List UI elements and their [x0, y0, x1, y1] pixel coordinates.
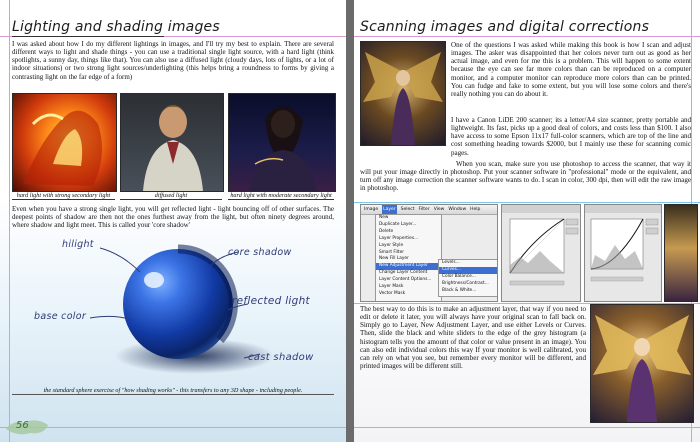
menu-item-highlighted[interactable]: New Adjustment Layer: [376, 263, 441, 270]
highlight-arrow: [100, 248, 140, 272]
menu-select[interactable]: Select: [400, 207, 415, 212]
margin-guide: [354, 427, 700, 428]
scanning-paragraph-1: One of the questions I was asked while making this book is how I scan and adjust images. The asker was disappointed that her colors never turn out as good as her actual image, and even for me this is a problem. This will happen to some extent because the eye can see far more colors than can be reproduced on a computer monitor, and a computer monitor can reproduce more colors than can be printed. You can fudge and fake to some extent, but you will lose some colors and there's really nothing you can do about it.: [451, 41, 691, 98]
menu-item[interactable]: Change Layer Content: [379, 270, 428, 276]
page-title: Lighting and shading images: [12, 19, 220, 35]
sphere-caption: the standard sphere exercise of "how shading works" - this transfers to any 3D shape - including people.: [12, 387, 334, 395]
menu-item[interactable]: Vector Mask: [379, 290, 406, 296]
curves-dialog-screenshot: [501, 204, 581, 302]
menu-item[interactable]: Delete: [379, 228, 394, 234]
submenu-item[interactable]: Color Balance...: [442, 273, 476, 279]
levels-histogram: [585, 205, 661, 301]
menu-help[interactable]: Help: [470, 207, 481, 212]
photoshop-menu-screenshot: [360, 204, 498, 302]
fire-figure-illustration: [13, 94, 116, 191]
menu-item[interactable]: Layer Content Options...: [379, 277, 432, 283]
image-caption: diffused light: [120, 192, 222, 200]
margin-guide: [9, 0, 10, 442]
levels-dialog-screenshot: [584, 204, 662, 302]
curves-graph: [502, 205, 580, 301]
submenu-item-highlighted[interactable]: Curves...: [439, 267, 498, 274]
menu-image[interactable]: Image: [364, 207, 379, 212]
corrected-character-scan: [590, 304, 694, 423]
menu-item[interactable]: New: [379, 215, 389, 220]
suited-man-illustration: [121, 94, 223, 191]
winged-character-illustration: [361, 42, 445, 145]
scanning-paragraph-3: When you scan, make sure you use photoshop to access the scanner, that way it will put your image directly in photoshop. Put your scanner software in "professional" mode or the equivalent, and turn off any image correction the scanner software wants to do. I scan in color, 300 dpi, then will edit the raw image in photoshop.: [360, 160, 691, 193]
menu-item[interactable]: Layer Properties...: [379, 235, 419, 241]
moderate-light-image: [228, 93, 336, 192]
menu-item[interactable]: Duplicate Layer...: [379, 221, 417, 227]
scanning-paragraph-2: I have a Canon LiDE 200 scanner; its a letter/A4 size scanner, pretty portable and lightweight. Its fast, picks up a good deal of colors, and costs less than $100. I also have access to some Epson 11x17 full-color scanners, which are top of the line and cost something heading towards $2000, but I mainly use these for scanning comic pages.: [451, 116, 691, 157]
submenu-item[interactable]: Levels...: [442, 260, 460, 265]
menu-item[interactable]: Smart Filter: [379, 249, 405, 255]
diffused-light-image: [120, 93, 224, 192]
dark-figure-illustration: [229, 94, 335, 191]
label-reflected-light: reflected light: [232, 295, 310, 307]
menu-filter[interactable]: Filter: [418, 207, 430, 212]
column-guide: [354, 202, 700, 203]
menu-item[interactable]: New Fill Layer: [379, 256, 409, 262]
corrected-character-illustration: [591, 305, 693, 422]
highlight-spot: [144, 272, 164, 288]
margin-guide: [354, 36, 700, 37]
label-highlight: hilight: [62, 239, 94, 250]
image-caption: hard light with moderate secondary light: [228, 192, 334, 200]
left-page: [0, 0, 346, 442]
reflected-light-paragraph: Even when you have a strong single light, you will get reflected light - light bouncing off of other surfaces. The deepest points of shadow are then not the ones furthest away from the light, but often ninety degrees around, where shadow and light meet. This is called your 'core shadow': [12, 205, 334, 230]
page-number: 56: [16, 420, 29, 431]
menu-view[interactable]: View: [433, 207, 445, 212]
label-core-shadow: core shadow: [228, 247, 292, 258]
book-gutter: [346, 0, 354, 442]
menu-layer[interactable]: Layer: [383, 207, 396, 212]
layer-menu-dropdown: [375, 214, 442, 302]
menu-item[interactable]: Layer Mask: [379, 284, 404, 290]
adjustment-submenu: [438, 259, 498, 297]
hard-light-image: [12, 93, 117, 192]
label-base-color: base color: [34, 311, 87, 322]
scan-thumbnail-strip: [664, 204, 698, 302]
menu-item[interactable]: Layer Style: [379, 242, 404, 248]
title-underline: [12, 36, 164, 37]
label-cast-shadow: cast shadow: [248, 352, 314, 363]
right-page: [354, 0, 700, 442]
submenu-item[interactable]: Brightness/Contrast...: [442, 280, 489, 286]
page-title: Scanning images and digital corrections: [360, 19, 650, 35]
menu-window[interactable]: Window: [448, 207, 467, 212]
intro-paragraph: I was asked about how I do my different lightings in images, and I'll try my best to explain. There are several different ways to light and shade things - you can use a traditional single light source, with a hard light (think spotlights, a sunny day, things like that). You can also use a diffused light (cloudy days, lots of lights, or a lot of indoor situations) or two strong light sources/underlighting (this helps bring a roundness to forms by giving a contrasting light on the far edge of a form): [12, 40, 334, 81]
submenu-item[interactable]: Black & White...: [442, 287, 477, 293]
adjustment-paragraph: The best way to do this is to make an adjustment layer, that way if you need to edit or delete it later, you will always have your original scan to fall back on. Simply go to Layer, New Adjustment Layer, and use either Levels or Curves. Then, slide the black and white sliders to the edge of the grey histogram (a histogram tells you the amount of that color or value present in an image). You can also edit individual colors this way If your monitor is well calibrated, you can rely on what you see, but remember every monitor will be different, and printed images will be different still.: [360, 305, 586, 371]
image-caption: hard light with strong secondary light: [12, 192, 115, 200]
winged-character-scan: [360, 41, 446, 146]
